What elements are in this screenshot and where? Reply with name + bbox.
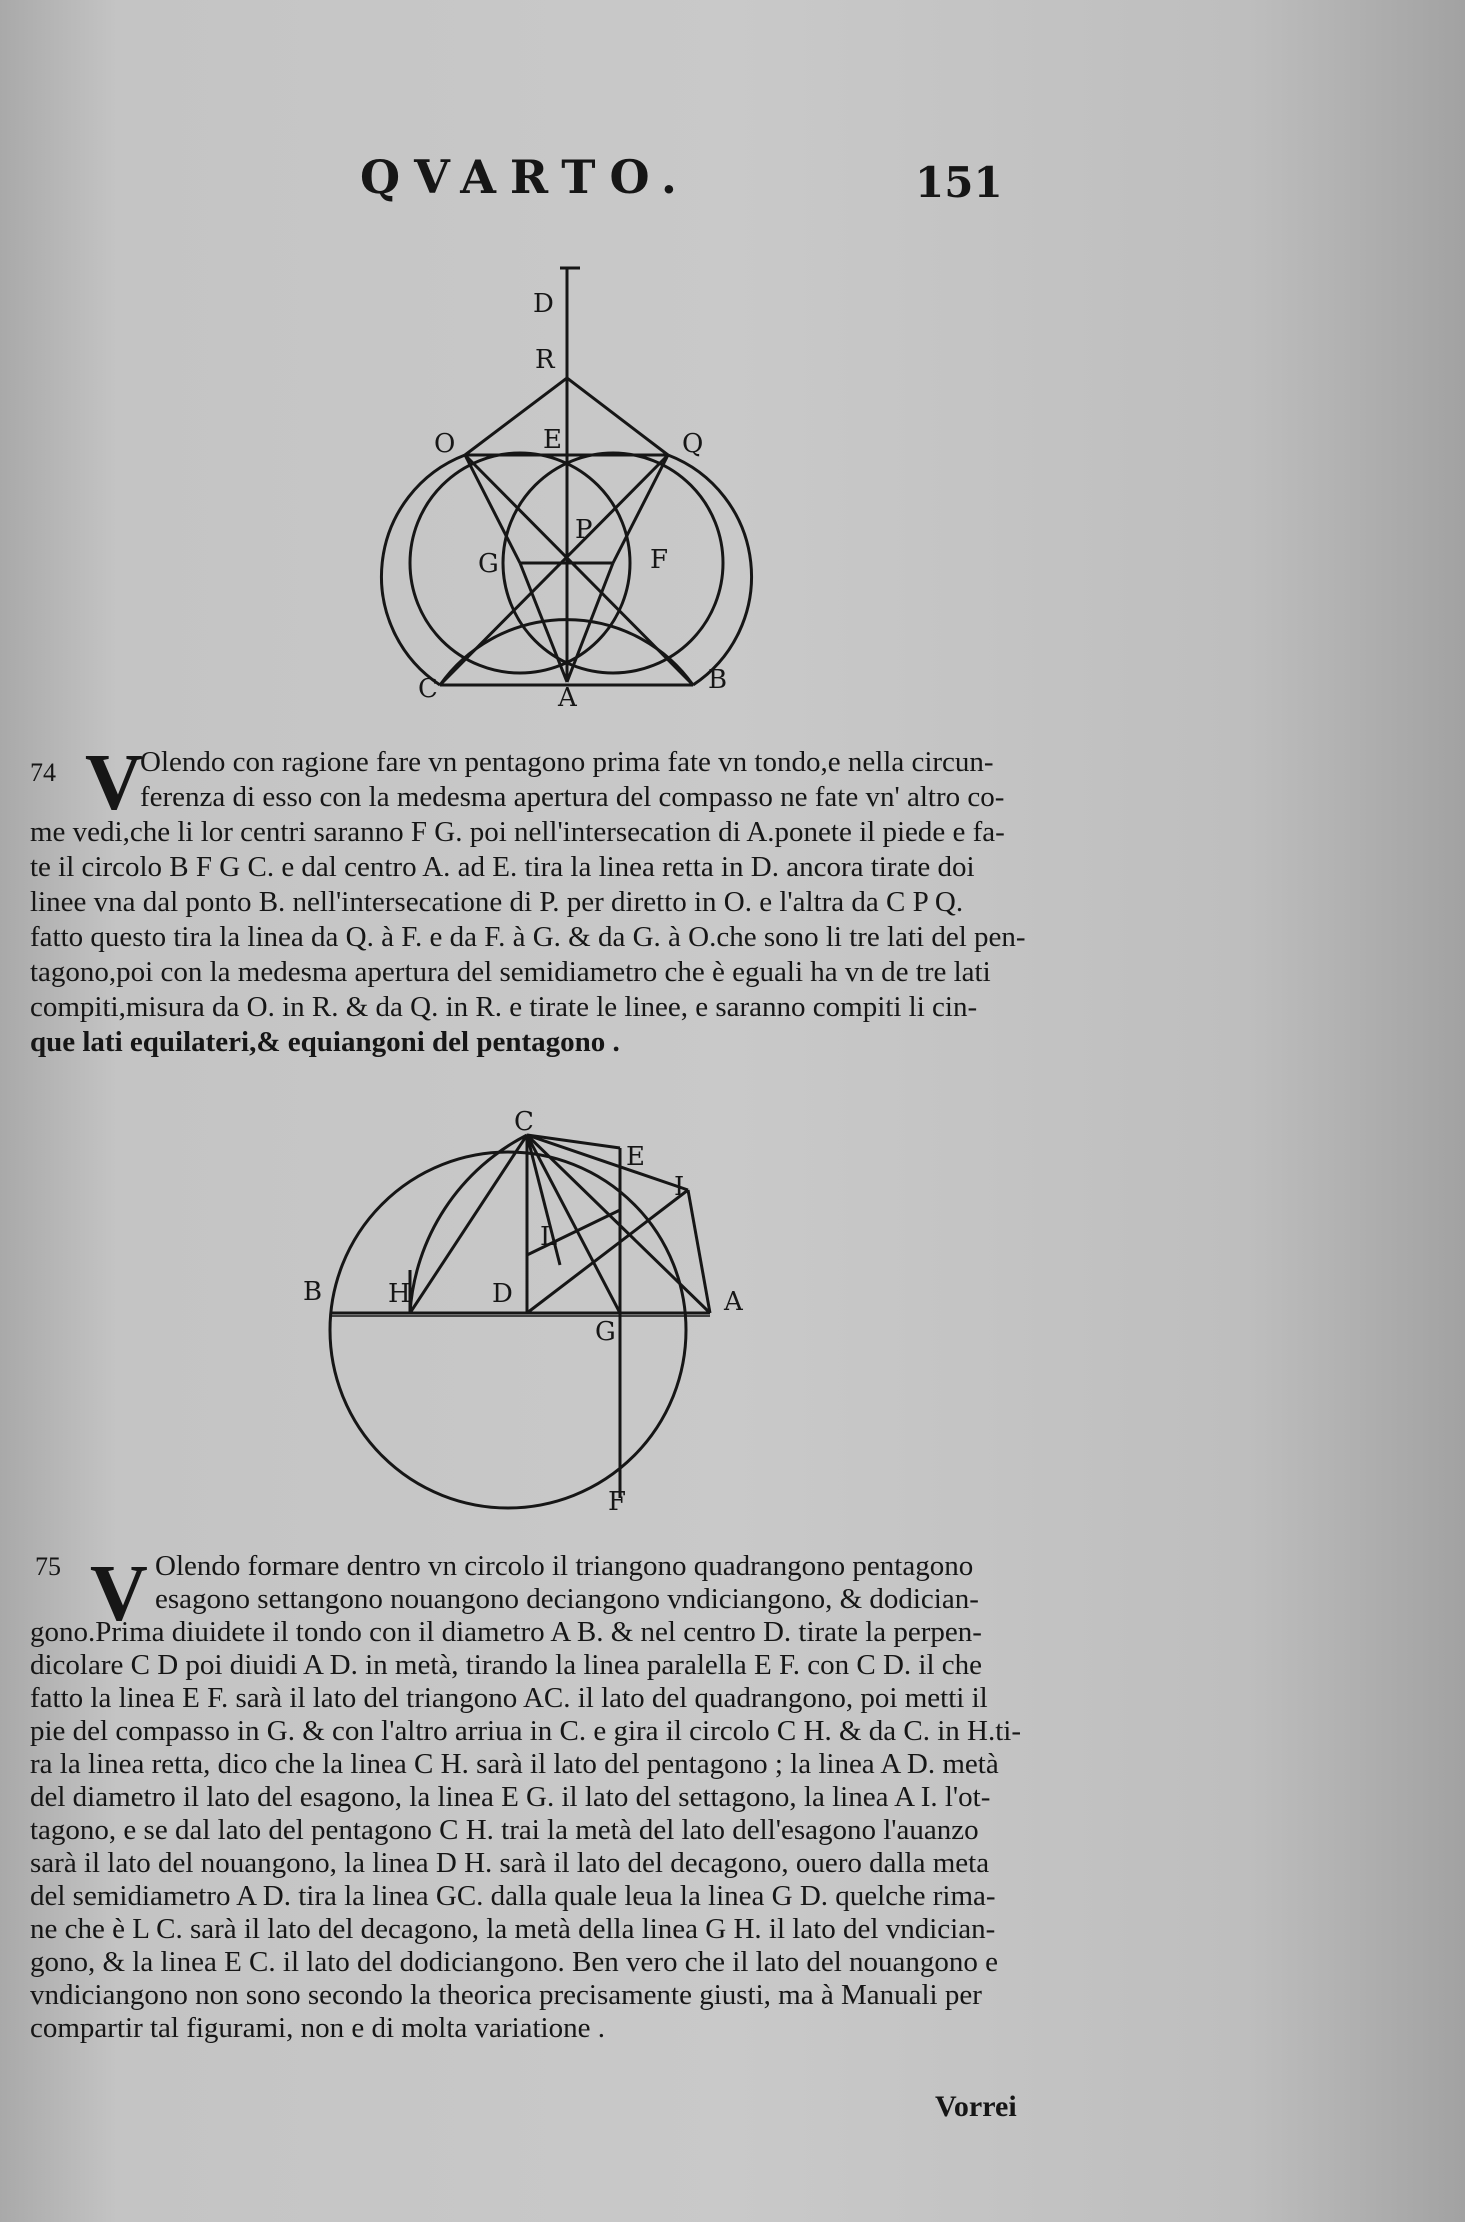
fig1-label-d: D xyxy=(533,289,554,319)
fig1-label-b: B xyxy=(708,665,728,695)
fig2-label-l: L xyxy=(540,1222,558,1252)
fig1-label-g: G xyxy=(478,549,499,579)
text-line: me vedi,che li lor centri saranno F G. poi nell'intersecation di A.ponete il piede e fa- xyxy=(30,816,1005,848)
page-number: 151 xyxy=(915,158,1003,207)
text-line: linee vna dal ponto B. nell'intersecatione di P. per diretto in O. e l'altra da C P Q. xyxy=(30,886,964,918)
fig1-label-f: F xyxy=(650,545,669,575)
fig2-label-c: C xyxy=(514,1110,534,1137)
text-line: esagono settangono nouangono deciangono vndiciangono, & dodician- xyxy=(155,1583,979,1615)
text-line: compiti,misura da O. in R. & da Q. in R. e tirate le linee, e saranno compiti li cin- xyxy=(30,991,978,1023)
text-line: tagono,poi con la medesma apertura del semidiametro che è eguali ha vn de tre lati xyxy=(30,956,991,988)
fig1-label-e: E xyxy=(543,425,562,455)
paragraph-number: 74 xyxy=(30,758,56,787)
text-line: ferenza di esso con la medesma apertura del compasso ne fate vn' altro co- xyxy=(140,781,1005,813)
text-line: te il circolo B F G C. e dal centro A. ad E. tira la linea retta in D. ancora tirate doi xyxy=(30,851,975,883)
fig2-label-d: D xyxy=(492,1279,513,1309)
fig2-label-f: F xyxy=(608,1487,627,1517)
catchword: Vorrei xyxy=(935,2090,1017,2123)
fig2-label-a: A xyxy=(724,1287,743,1317)
fig2-label-b: B xyxy=(303,1277,323,1307)
fig1-label-q: Q xyxy=(682,429,704,459)
text-line: ra la linea retta, dico che la linea C H. sarà il lato del pentagono ; la linea A D. metà xyxy=(30,1748,999,1780)
paragraph-number: 75 xyxy=(35,1552,61,1581)
text-line: gono.Prima diuidete il tondo con il diametro A B. & nel centro D. tirate la perpen- xyxy=(30,1616,982,1648)
fig1-label-c: C xyxy=(418,674,438,704)
polygon-sides-circle-figure xyxy=(300,1110,780,1520)
text-line: gono, & la linea E C. il lato del dodiciangono. Ben vero che il lato del nouangono e xyxy=(30,1946,999,1978)
fig2-label-e: E xyxy=(626,1142,645,1172)
text-line: compartir tal figurami, non e di molta variatione . xyxy=(30,2012,605,2044)
text-line: vndiciangono non sono secondo la theorica precisamente giusti, ma à Manuali per xyxy=(30,1979,982,2011)
text-line: Olendo con ragione fare vn pentagono prima fate vn tondo,e nella circun- xyxy=(140,746,994,778)
fig1-label-r: R xyxy=(535,345,555,375)
text-line: pie del compasso in G. & con l'altro arriua in C. e gira il circolo C H. & da C. in H.ti- xyxy=(30,1715,1022,1747)
text-line: fatto la linea E F. sarà il lato del triangono AC. il lato del quadrangono, poi metti il xyxy=(30,1682,988,1714)
text-line: fatto questo tira la linea da Q. à F. e da F. à G. & da G. à O.che sono li tre lati del pen- xyxy=(30,921,1026,953)
fig1-label-p: P xyxy=(575,515,593,545)
text-line: ne che è L C. sarà il lato del decagono, la metà della linea G H. il lato del vndician- xyxy=(30,1913,996,1945)
fig1-label-a: A xyxy=(558,683,577,710)
drop-cap: V xyxy=(90,1550,148,1638)
pentagon-construction-figure xyxy=(360,260,780,710)
text-line: Olendo formare dentro vn circolo il triangono quadrangono pentagono xyxy=(155,1550,974,1582)
text-line: del semidiametro A D. tira la linea GC. dalla quale leua la linea G D. quelche rima- xyxy=(30,1880,996,1912)
text-line: dicolare C D poi diuidi A D. in metà, tirando la linea paralella E F. con C D. il che xyxy=(30,1649,983,1681)
fig2-label-h: H xyxy=(388,1279,411,1309)
fig2-label-g: G xyxy=(595,1317,616,1347)
running-head: QVARTO. xyxy=(360,150,691,204)
fig2-label-i: I xyxy=(674,1172,685,1202)
paragraph-74 xyxy=(30,739,1080,1060)
text-line: del diametro il lato del esagono, la linea E G. il lato del settagono, la linea A I. l'ot- xyxy=(30,1781,991,1813)
fig1-label-o: O xyxy=(434,429,456,459)
text-line: que lati equilateri,& equiangoni del pentagono . xyxy=(30,1026,620,1058)
paragraph-75 xyxy=(30,1550,1080,2045)
text-line: tagono, e se dal lato del pentagono C H. trai la metà del lato dell'esagono l'auanzo xyxy=(30,1814,979,1846)
text-line: sarà il lato del nouangono, la linea D H. sarà il lato del decagono, ouero dalla meta xyxy=(30,1847,990,1879)
drop-cap: V xyxy=(85,739,143,827)
